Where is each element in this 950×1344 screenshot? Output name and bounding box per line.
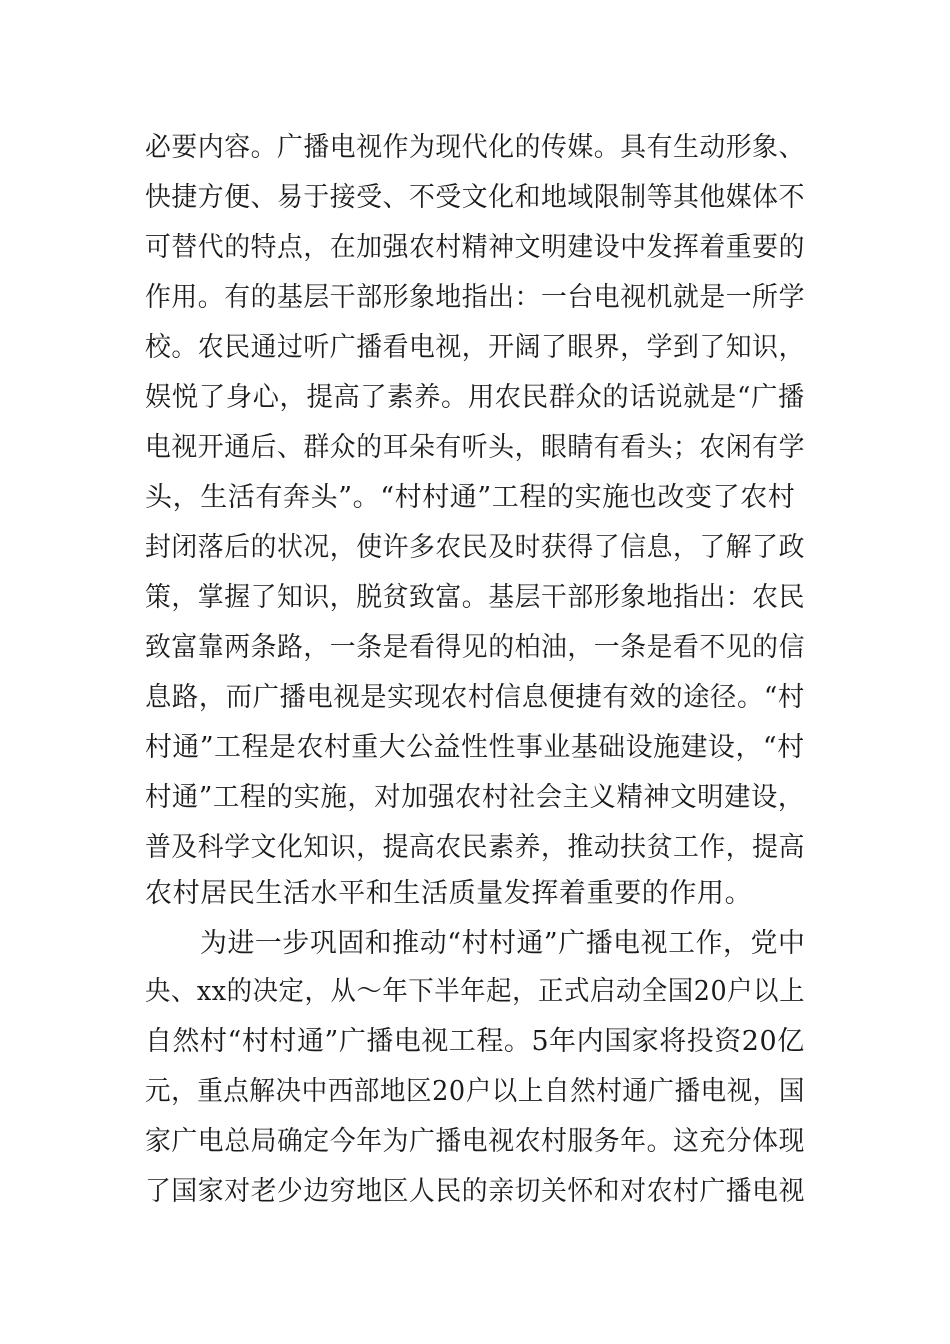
text-line: 校。农民通过听广播看电视，开阔了眼界，学到了知识， [145, 332, 805, 363]
text-line: 快捷方便、易于接受、不受文化和地域限制等其他媒体不 [145, 182, 805, 213]
text-line: 元，重点解决中西部地区20户以上自然村通广播电视，国 [145, 1076, 805, 1107]
text-line: 村通”工程是农村重大公益性性事业基础设施建设，“村 [145, 732, 805, 763]
text-line: 娱悦了身心，提高了素养。用农民群众的话说就是“广播 [145, 382, 805, 413]
paragraph-first-line: 为进一步巩固和推动“村村通”广播电视工作，党中 [200, 928, 806, 959]
text-line: 普及科学文化知识，提高农民素养，推动扶贫工作，提高 [145, 832, 805, 863]
text-line: 封闭落后的状况，使许多农民及时获得了信息，了解了政 [145, 532, 805, 563]
text-line: 致富靠两条路，一条是看得见的柏油，一条是看不见的信 [145, 632, 805, 663]
text-line: 自然村“村村通”广播电视工程。5年内国家将投资20亿 [145, 1026, 805, 1057]
text-line: 必要内容。广播电视作为现代化的传媒。具有生动形象、 [145, 132, 805, 163]
text-line: 农村居民生活水平和生活质量发挥着重要的作用。 [145, 878, 753, 909]
text-line: 头，生活有奔头”。“村村通”工程的实施也改变了农村 [145, 482, 796, 513]
text-line: 策，掌握了知识，脱贫致富。基层干部形象地指出：农民 [145, 582, 805, 613]
text-line: 家广电总局确定今年为广播电视农村服务年。这充分体现 [145, 1126, 805, 1157]
text-line: 村通”工程的实施，对加强农村社会主义精神文明建设， [145, 782, 805, 813]
text-line: 了国家对老少边穷地区人民的亲切关怀和对农村广播电视 [145, 1176, 805, 1207]
text-line: 作用。有的基层干部形象地指出：一台电视机就是一所学 [145, 282, 805, 313]
text-line: 可替代的特点，在加强农村精神文明建设中发挥着重要的 [145, 232, 805, 263]
text-line: 央、xx的决定，从～年下半年起，正式启动全国20户以上 [145, 976, 806, 1007]
text-line: 电视开通后、群众的耳朵有听头，眼睛有看头；农闲有学 [145, 432, 805, 463]
text-line: 息路，而广播电视是实现农村信息便捷有效的途径。“村 [145, 682, 805, 713]
